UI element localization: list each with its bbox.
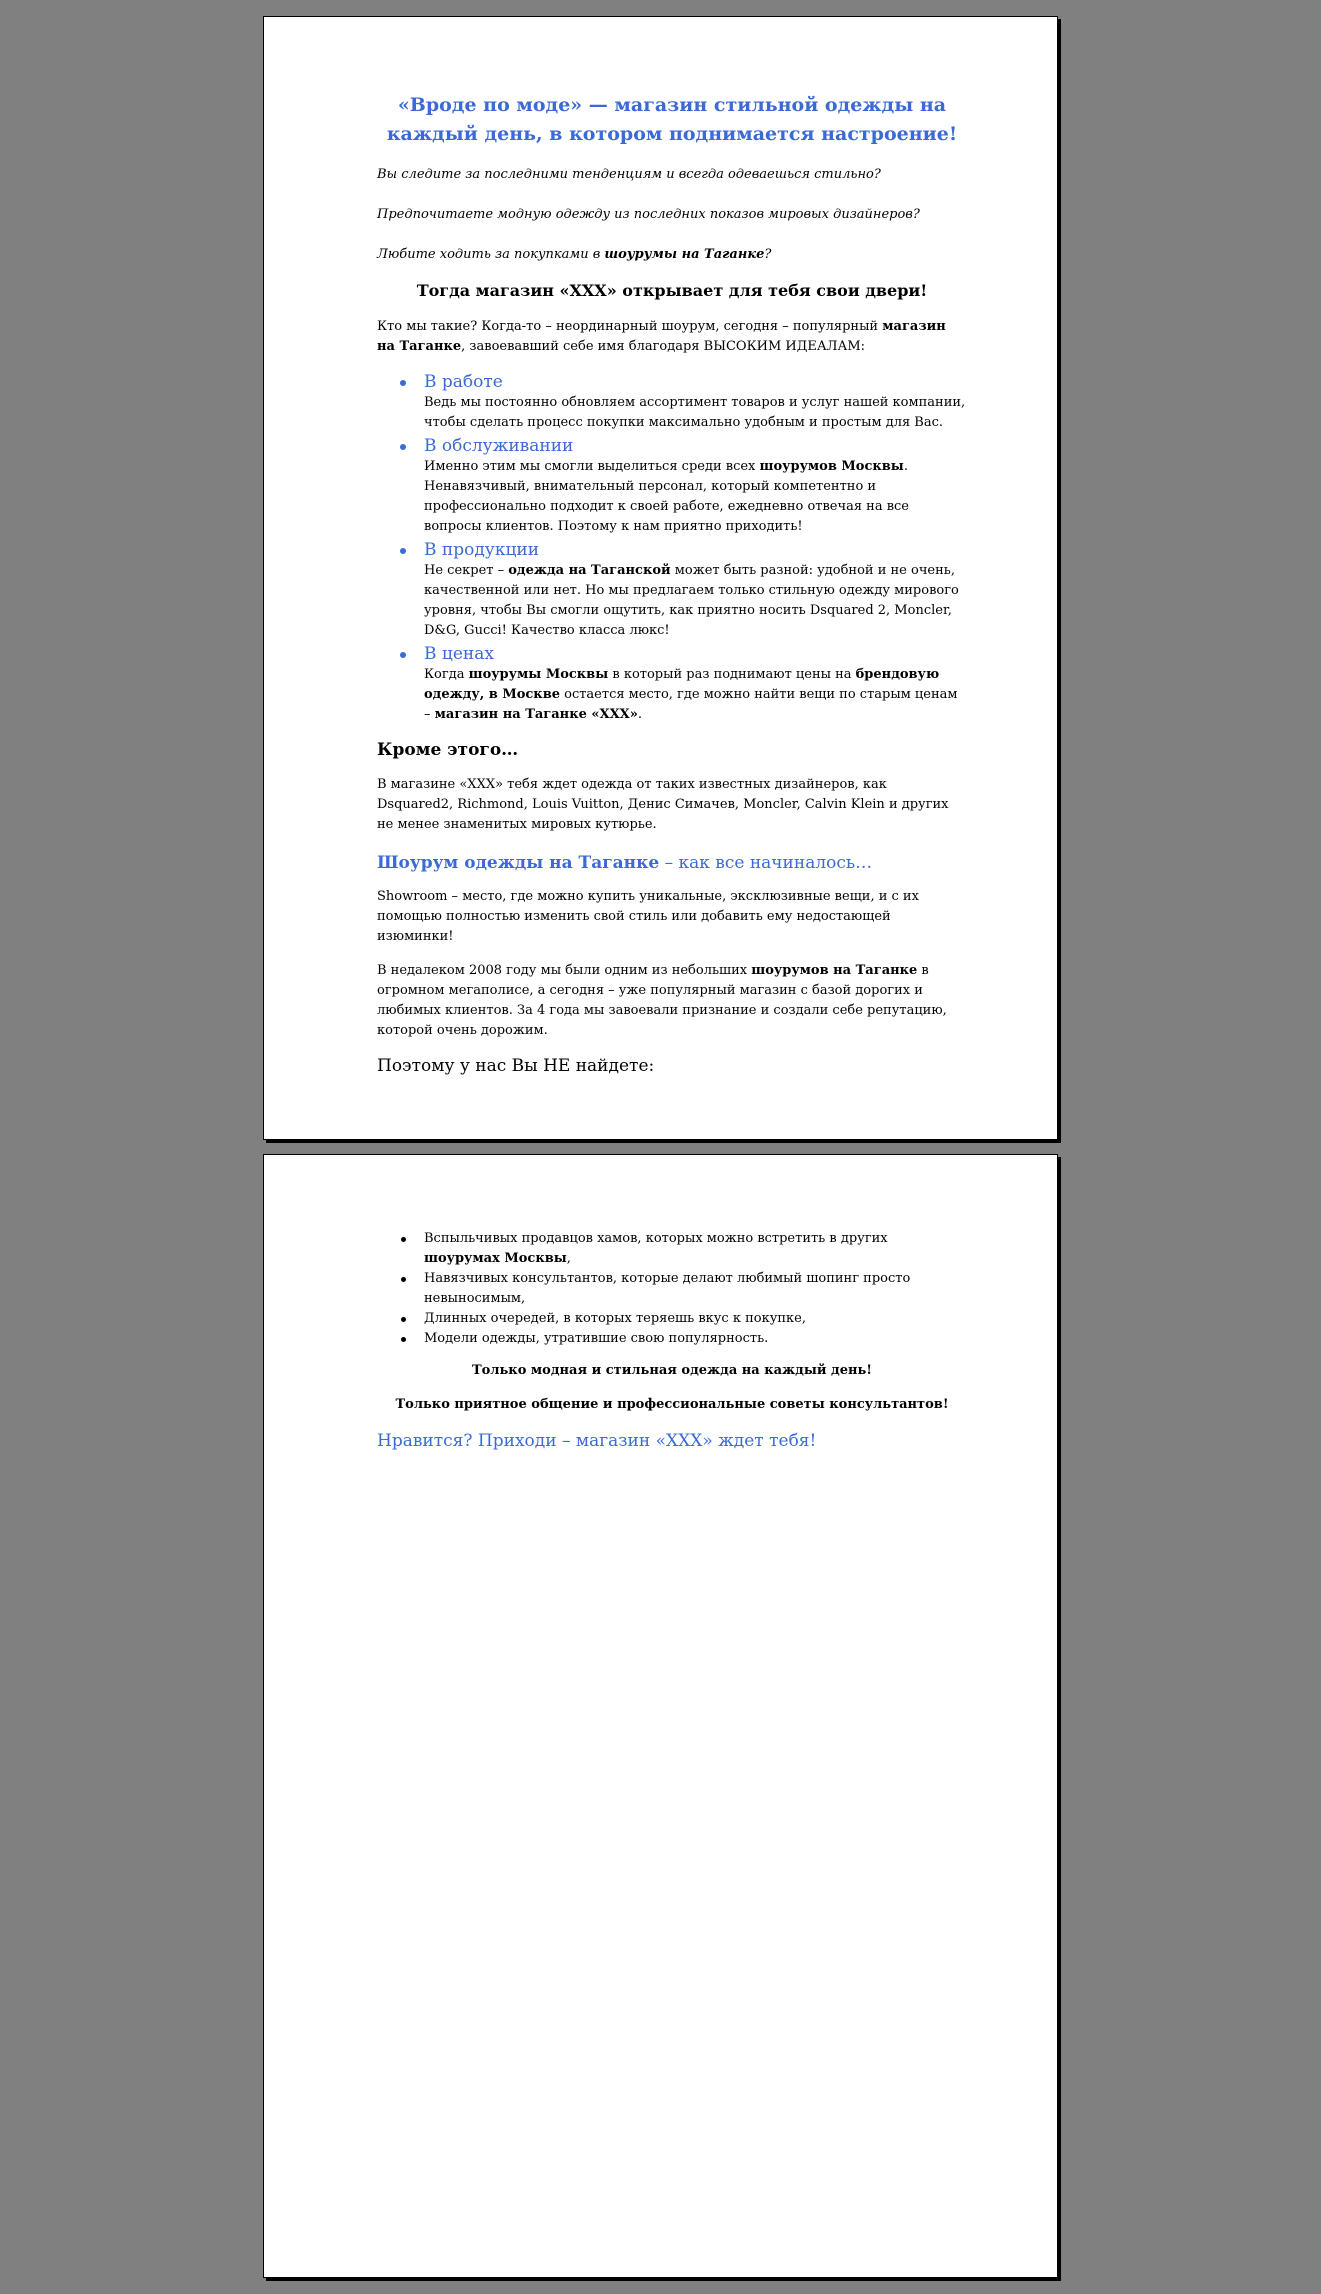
- bullet-icon: [401, 1237, 406, 1242]
- history-bold: шоурумов на Таганке: [751, 963, 918, 978]
- list-item: [424, 1309, 967, 1329]
- ideal-heading: В продукции: [424, 540, 540, 560]
- bullet-icon: [400, 652, 406, 658]
- only-service-line: Только приятное общение и профессиональные советы консультантов!: [395, 1397, 949, 1412]
- list-item-text: Модели одежды, утратившие свою популярность.: [424, 1331, 769, 1346]
- intro-question-2: Предпочитаете модную одежду из последних показов мировых дизайнеров?: [377, 207, 920, 222]
- ideal-text-bold: шоурумы Москвы: [468, 667, 609, 682]
- q3-end: ?: [764, 247, 772, 262]
- showroom-heading-rest: – как все начиналось…: [659, 853, 873, 873]
- besides-paragraph: В магазине «ХХХ» тебя ждет одежда от таких известных дизайнеров, как Dsquared2, Richmond, Louis Vuitton, Денис Симачев, Moncler, Calvin Klein и других не менее знаменитых мировых кутюрье.: [377, 777, 949, 832]
- besides-heading: Кроме этого…: [377, 740, 519, 760]
- ideal-heading: В работе: [424, 372, 503, 392]
- page-2-content: [377, 1229, 967, 1453]
- page-1-content: [377, 91, 967, 1077]
- showroom-heading-bold: Шоурум одежды на Таганке: [377, 853, 660, 873]
- list-item-text: Длинных очередей, в которых теряешь вкус к покупке,: [424, 1311, 806, 1326]
- who-paragraph: [377, 317, 967, 357]
- document-page-1: [263, 16, 1058, 1140]
- showroom-heading: [377, 851, 967, 875]
- history-text: В недалеком 2008 году мы были одним из небольших: [377, 963, 752, 978]
- list-item: [424, 1229, 967, 1269]
- who-text: Кто мы такие? Когда-то – неординарный шоурум, сегодня – популярный: [377, 319, 883, 334]
- closing-line: Нравится? Приходи – магазин «ХХХ» ждет тебя!: [377, 1431, 817, 1451]
- intro-question-1: Вы следите за последними тенденциям и всегда одеваешься стильно?: [377, 167, 881, 182]
- document-page-2: [263, 1154, 1058, 2278]
- ideal-text: [424, 393, 967, 433]
- ideal-text-part: Когда: [424, 667, 469, 682]
- ideal-text-part: может быть разной: удобной и не очень, качественной или нет. Но мы предлагаем только стильную одежду мирового уровня, чтобы Вы смогли ощутить, как приятно носить Dsquared 2, Moncler, D&G, Gucci! Качество класса люкс!: [424, 563, 959, 638]
- list-item: [424, 643, 967, 725]
- q3-text: Любите ходить за покупками в: [377, 247, 605, 262]
- list-item-text: Навязчивых консультантов, которые делают любимый шопинг просто невыносимым,: [424, 1271, 911, 1306]
- not-found-list: [377, 1229, 967, 1349]
- ideal-text: [424, 561, 967, 641]
- ideal-text-bold: шоурумов Москвы: [759, 459, 904, 474]
- only-fashion-line: Только модная и стильная одежда на каждый день!: [471, 1363, 873, 1378]
- intro-question-3: [377, 245, 967, 265]
- bullet-icon: [401, 1337, 406, 1342]
- history-paragraph: [377, 961, 967, 1041]
- bullet-icon: [400, 548, 406, 554]
- list-item-text: ,: [566, 1251, 571, 1266]
- ideal-text-bold: магазин на Таганке «ХХХ»: [434, 707, 638, 722]
- ideals-list: [377, 371, 967, 725]
- list-item-text: Вспыльчивых продавцов хамов, которых можно встретить в других: [424, 1231, 888, 1246]
- list-item: [424, 371, 967, 433]
- ideal-heading: В обслуживании: [424, 436, 574, 456]
- document-title: «Вроде по моде» — магазин стильной одежды на каждый день, в котором поднимается настроение!: [386, 94, 958, 145]
- ideal-text: [424, 665, 967, 725]
- who-end: , завоевавший себе имя благодаря ВЫСОКИМ ИДЕАЛАМ:: [461, 339, 866, 354]
- list-item: [424, 539, 967, 641]
- ideal-heading: В ценах: [424, 644, 494, 664]
- not-here-heading: Поэтому у нас Вы НЕ найдете:: [377, 1056, 655, 1076]
- ideal-text-bold: одежда на Таганской: [508, 563, 671, 578]
- ideal-text: [424, 457, 967, 537]
- ideal-text-part: остается место, где можно найти вещи по старым ценам –: [424, 687, 958, 722]
- bullet-icon: [401, 1277, 406, 1282]
- list-item: [424, 435, 967, 537]
- bullet-icon: [401, 1317, 406, 1322]
- list-item-bold: шоурумах Москвы: [424, 1251, 567, 1266]
- list-item: [424, 1269, 967, 1309]
- bullet-icon: [400, 444, 406, 450]
- ideal-text-part: .: [637, 707, 643, 722]
- ideal-text-part: Ведь мы постоянно обновляем ассортимент товаров и услуг нашей компании, чтобы сделать процесс покупки максимально удобным и простым для Вас.: [424, 395, 966, 430]
- ideal-text-part: Не секрет –: [424, 563, 509, 578]
- doors-heading: Тогда магазин «ХХХ» открывает для тебя свои двери!: [416, 281, 928, 300]
- q3-bold: шоурумы на Таганке: [604, 247, 765, 262]
- who-bold: магазин на Таганке: [377, 319, 946, 354]
- bullet-icon: [400, 380, 406, 386]
- ideal-text-part: . Ненавязчивый, внимательный персонал, который компетентно и профессионально подходит к своей работе, ежедневно отвечая на все вопросы клиентов. Поэтому к нам приятно приходить!: [424, 459, 910, 534]
- ideal-text-part: Именно этим мы смогли выделиться среди всех: [424, 459, 760, 474]
- list-item: [424, 1329, 967, 1349]
- ideal-text-part: в который раз поднимают цены на: [608, 667, 856, 682]
- ideal-text-bold: брендовую одежду, в Москве: [424, 667, 940, 702]
- showroom-paragraph: Showroom – место, где можно купить уникальные, эксклюзивные вещи, и с их помощью полностью изменить свой стиль или добавить ему недостающей изюминки!: [377, 889, 919, 944]
- history-end: в огромном мегаполисе, а сегодня – уже популярный магазин с базой дорогих и любимых клиентов. За 4 года мы завоевали признание и создали себе репутацию, которой очень дорожим.: [377, 963, 947, 1038]
